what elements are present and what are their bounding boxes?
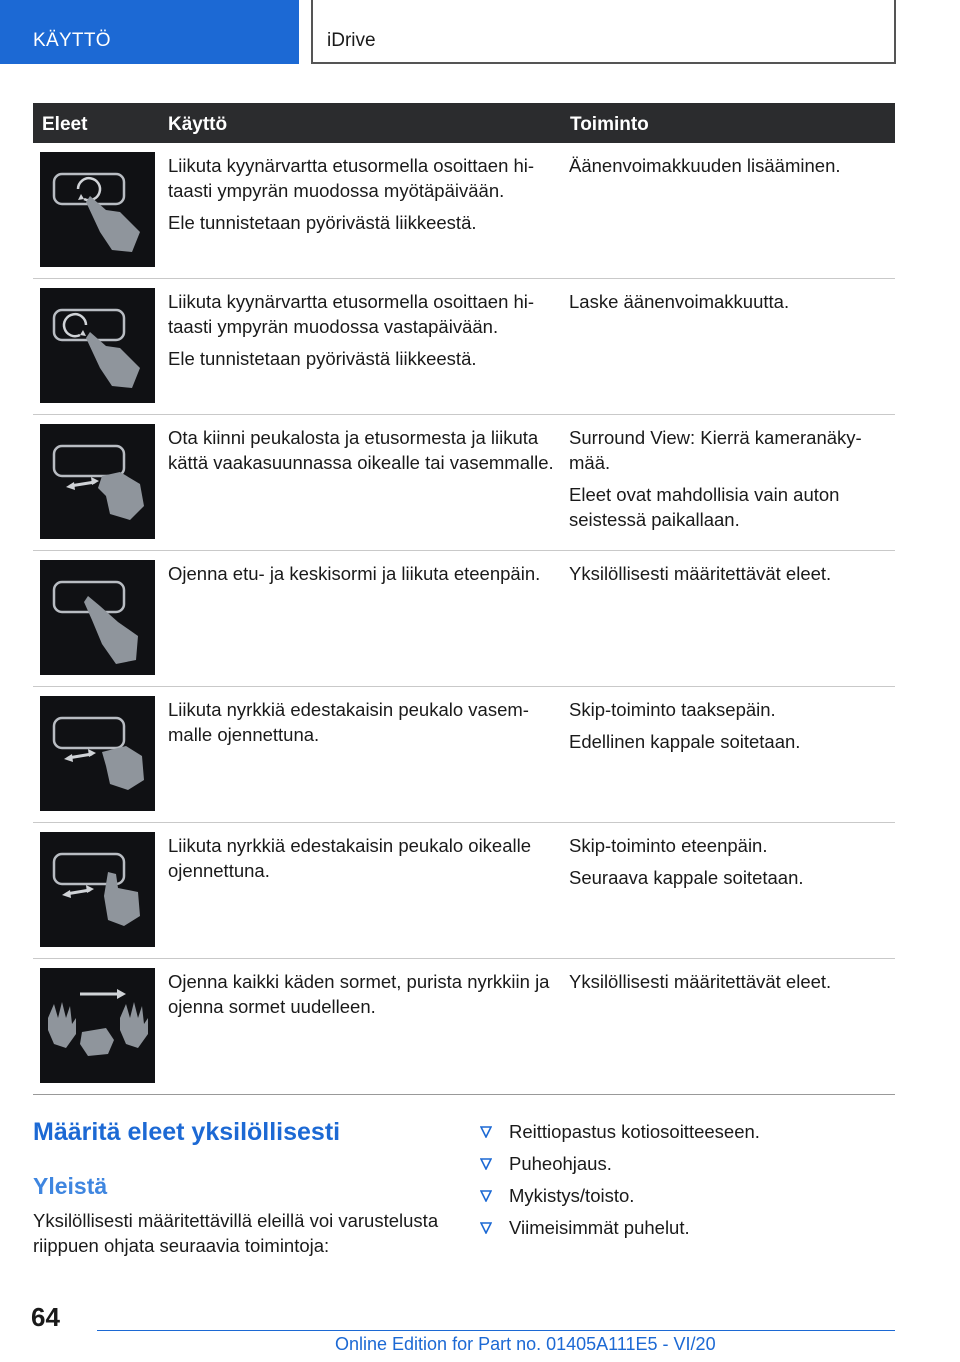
function-cell bbox=[569, 697, 895, 761]
function-text: Skip-toiminto taaksepäin. bbox=[569, 699, 776, 720]
function-cell bbox=[569, 561, 895, 593]
function-text: Skip-toiminto eteenpäin. bbox=[569, 835, 768, 856]
footer-edition: Online Edition for Part no. 01405A111E5 - VI/20 bbox=[335, 1334, 716, 1354]
usage-text: Liikuta nyrkkiä edestakaisin peukalo vasem-malle ojennettuna. bbox=[168, 699, 529, 745]
triangle-bullet-icon bbox=[480, 1126, 492, 1138]
table-row bbox=[33, 959, 895, 1095]
col-header-function: Toiminto bbox=[570, 114, 649, 135]
function-cell bbox=[569, 153, 895, 185]
chapter-tab bbox=[311, 0, 896, 64]
table-row bbox=[33, 823, 895, 959]
table-row bbox=[33, 279, 895, 415]
function-text: Äänenvoimakkuuden lisääminen. bbox=[569, 155, 841, 176]
usage-cell bbox=[168, 289, 560, 378]
usage-cell bbox=[168, 561, 560, 593]
function-text: Yksilöllisesti määritettävät eleet. bbox=[569, 971, 832, 992]
table-header bbox=[33, 103, 895, 143]
usage-text: Liikuta kyynärvartta etusormella osoittaen hi-taasti ympyrän muodossa vastapäivään. bbox=[168, 291, 535, 337]
function-list bbox=[480, 1119, 760, 1247]
list-item bbox=[480, 1119, 760, 1144]
list-item bbox=[480, 1215, 760, 1240]
usage-text: Ojenna kaikki käden sormet, purista nyrkkiin ja ojenna sormet uudelleen. bbox=[168, 971, 550, 1017]
open-close-hand-gesture-icon bbox=[40, 968, 155, 1083]
usage-text: Liikuta nyrkkiä edestakaisin peukalo oikealle ojennettuna. bbox=[168, 835, 532, 881]
section-label: KÄYTTÖ bbox=[33, 30, 111, 51]
fist-thumb-left-gesture-icon bbox=[40, 696, 155, 811]
table-row bbox=[33, 143, 895, 279]
rotate-counterclockwise-gesture-icon bbox=[40, 288, 155, 403]
usage-text: Ele tunnistetaan pyörivästä liikkeestä. bbox=[168, 212, 477, 233]
pinch-swipe-gesture-icon bbox=[40, 424, 155, 539]
table-row bbox=[33, 687, 895, 823]
usage-text: Liikuta kyynärvartta etusormella osoittaen hi-taasti ympyrän muodossa myötäpäivään. bbox=[168, 155, 535, 201]
function-text: Laske äänenvoimakkuutta. bbox=[569, 291, 790, 312]
fist-thumb-right-gesture-icon bbox=[40, 832, 155, 947]
usage-cell bbox=[168, 153, 560, 242]
usage-cell bbox=[168, 969, 560, 1026]
usage-cell bbox=[168, 425, 560, 482]
intro-text: Yksilöllisesti määritettävillä eleillä voi varustelusta riippuen ohjata seuraavia toimintoja: bbox=[33, 1210, 439, 1256]
function-cell bbox=[569, 289, 895, 321]
list-item bbox=[480, 1183, 760, 1208]
page-number: 64 bbox=[31, 1302, 60, 1332]
usage-text: Ota kiinni peukalosta ja etusormesta ja liikuta kättä vaakasuunnassa oikealle tai vasemmalle. bbox=[168, 427, 554, 473]
usage-text: Ele tunnistetaan pyörivästä liikkeestä. bbox=[168, 348, 477, 369]
function-text: Edellinen kappale soitetaan. bbox=[569, 731, 801, 752]
function-cell bbox=[569, 969, 895, 1001]
triangle-bullet-icon bbox=[480, 1158, 492, 1170]
rotate-clockwise-gesture-icon bbox=[40, 152, 155, 267]
two-finger-point-gesture-icon bbox=[40, 560, 155, 675]
table-row bbox=[33, 551, 895, 687]
usage-cell bbox=[168, 697, 560, 754]
function-text: Yksilöllisesti määritettävät eleet. bbox=[569, 563, 832, 584]
triangle-bullet-icon bbox=[480, 1190, 492, 1202]
function-text: Surround View: Kierrä kameranäky-mää. bbox=[569, 427, 862, 473]
usage-cell bbox=[168, 833, 560, 890]
function-cell bbox=[569, 833, 895, 897]
list-item-text: Puheohjaus. bbox=[509, 1153, 612, 1174]
list-item bbox=[480, 1151, 760, 1176]
function-text: Seuraava kappale soitetaan. bbox=[569, 867, 804, 888]
list-item-text: Reittiopastus kotiosoitteeseen. bbox=[509, 1121, 760, 1142]
gesture-table bbox=[33, 103, 895, 1095]
col-header-gestures: Eleet bbox=[42, 114, 88, 135]
section-title: Määritä eleet yksilöllisesti bbox=[33, 1118, 341, 1146]
chapter-label: iDrive bbox=[327, 30, 376, 51]
footer-divider bbox=[97, 1330, 895, 1331]
function-cell bbox=[569, 425, 895, 539]
triangle-bullet-icon bbox=[480, 1222, 492, 1234]
usage-text: Ojenna etu- ja keskisormi ja liikuta eteenpäin. bbox=[168, 563, 541, 584]
list-item-text: Viimeisimmät puhelut. bbox=[509, 1217, 690, 1238]
table-row bbox=[33, 415, 895, 551]
list-item-text: Mykistys/toisto. bbox=[509, 1185, 635, 1206]
function-text: Eleet ovat mahdollisia vain auton seistessä paikallaan. bbox=[569, 484, 840, 530]
section-tab bbox=[0, 0, 299, 64]
col-header-usage: Käyttö bbox=[168, 114, 228, 135]
section-subtitle: Yleistä bbox=[33, 1173, 108, 1199]
